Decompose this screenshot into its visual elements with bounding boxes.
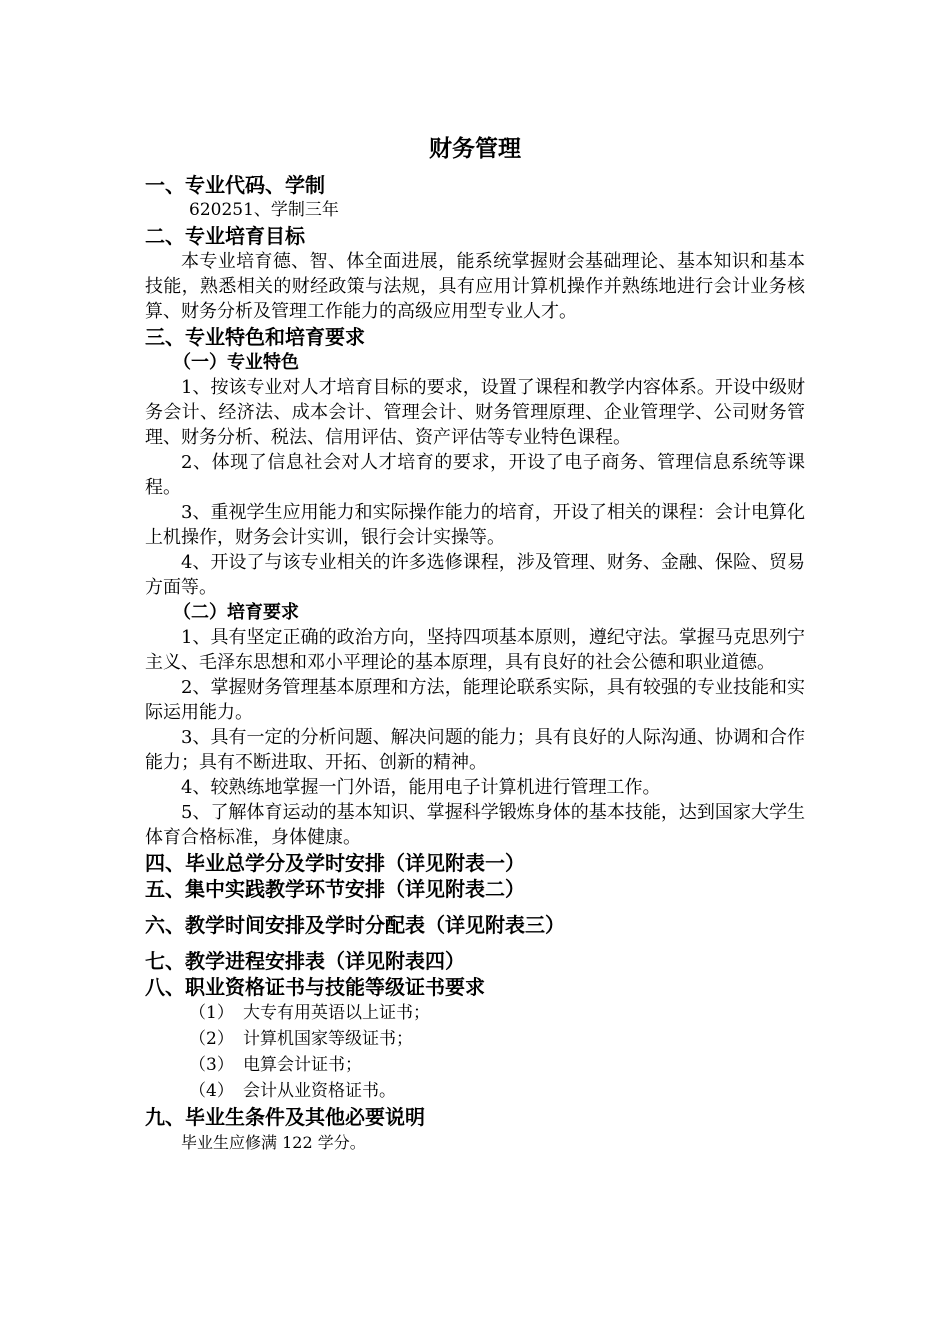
cert-number: （1） (189, 1003, 234, 1023)
cert-text: 会计从业资格证书。 (243, 1081, 396, 1101)
cert-item (189, 1078, 805, 1104)
cert-text: 计算机国家等级证书； (243, 1029, 413, 1049)
section-5-heading: 五、集中实践教学环节安排（详见附表二） (145, 877, 525, 901)
cert-item (189, 1052, 805, 1078)
features-heading: （一）专业特色 (173, 352, 299, 373)
section-6-heading (145, 912, 805, 938)
section-2-heading: 二、专业培育目标 (145, 224, 305, 248)
requirement-item: 3、具有一定的分析问题、解决问题的能力；具有良好的人际沟通、协调和合作能力；具有不断进取、开拓、创新的精神。 (145, 727, 805, 773)
requirement-item: 1、具有坚定正确的政治方向，坚持四项基本原则，遵纪守法。掌握马克思列宁主义、毛泽东思想和邓小平理论的基本原理，具有良好的社会公德和职业道德。 (145, 627, 805, 673)
section-8-heading: 八、职业资格证书与技能等级证书要求 (145, 975, 485, 999)
cert-number: （2） (189, 1029, 234, 1049)
feature-item: 2、体现了信息社会对人才培育的要求，开设了电子商务、管理信息系统等课程。 (145, 452, 805, 498)
section-9-text: 毕业生应修满 122 学分。 (181, 1133, 366, 1152)
feature-item: 1、按该专业对人才培育目标的要求，设置了课程和教学内容体系。开设中级财务会计、经济法、成本会计、管理会计、财务管理原理、企业管理学、公司财务管理、财务分析、税法、信用评估、资产评估等专业特色课程。 (145, 377, 805, 448)
cert-text: 电算会计证书； (243, 1055, 362, 1075)
section-7-heading: 七、教学进程安排表（详见附表四） (145, 949, 465, 973)
cert-number: （4） (189, 1081, 234, 1101)
requirement-item: 5、了解体育运动的基本知识、掌握科学锻炼身体的基本技能，达到国家大学生体育合格标准，身体健康。 (145, 802, 805, 848)
section-1-heading: 一、专业代码、学制 (145, 173, 325, 197)
section-6-title: 六、教学时间安排及学时分配表 (145, 913, 425, 937)
requirements-heading: （二）培育要求 (173, 602, 299, 623)
section-1-text: 620251、学制三年 (189, 200, 339, 220)
section-3-heading: 三、专业特色和培育要求 (145, 325, 365, 349)
cert-item (189, 1000, 805, 1026)
section-6-note: （详见附表三） (425, 913, 565, 937)
requirement-item: 2、掌握财务管理基本原理和方法，能理论联系实际，具有较强的专业技能和实际运用能力。 (145, 677, 805, 723)
document-body (145, 172, 805, 1155)
cert-number: （3） (189, 1055, 234, 1075)
feature-item: 4、开设了与该专业相关的许多选修课程，涉及管理、财务、金融、保险、贸易方面等。 (145, 552, 805, 598)
cert-text: 大专有用英语以上证书； (243, 1003, 430, 1023)
document-title: 财务管理 (429, 136, 521, 162)
requirement-item: 4、较熟练地掌握一门外语，能用电子计算机进行管理工作。 (181, 777, 661, 798)
section-9-heading: 九、毕业生条件及其他必要说明 (145, 1105, 425, 1129)
cert-item (189, 1026, 805, 1052)
section-4-heading: 四、毕业总学分及学时安排（详见附表一） (145, 851, 525, 875)
feature-item: 3、重视学生应用能力和实际操作能力的培育，开设了相关的课程：会计电算化上机操作，财务会计实训，银行会计实操等。 (145, 502, 805, 548)
section-2-text: 本专业培育德、智、体全面进展，能系统掌握财会基础理论、基本知识和基本技能，熟悉相关的财经政策与法规，具有应用计算机操作并熟练地进行会计业务核算、财务分析及管理工作能力的高级应用型专业人才。 (145, 251, 805, 322)
